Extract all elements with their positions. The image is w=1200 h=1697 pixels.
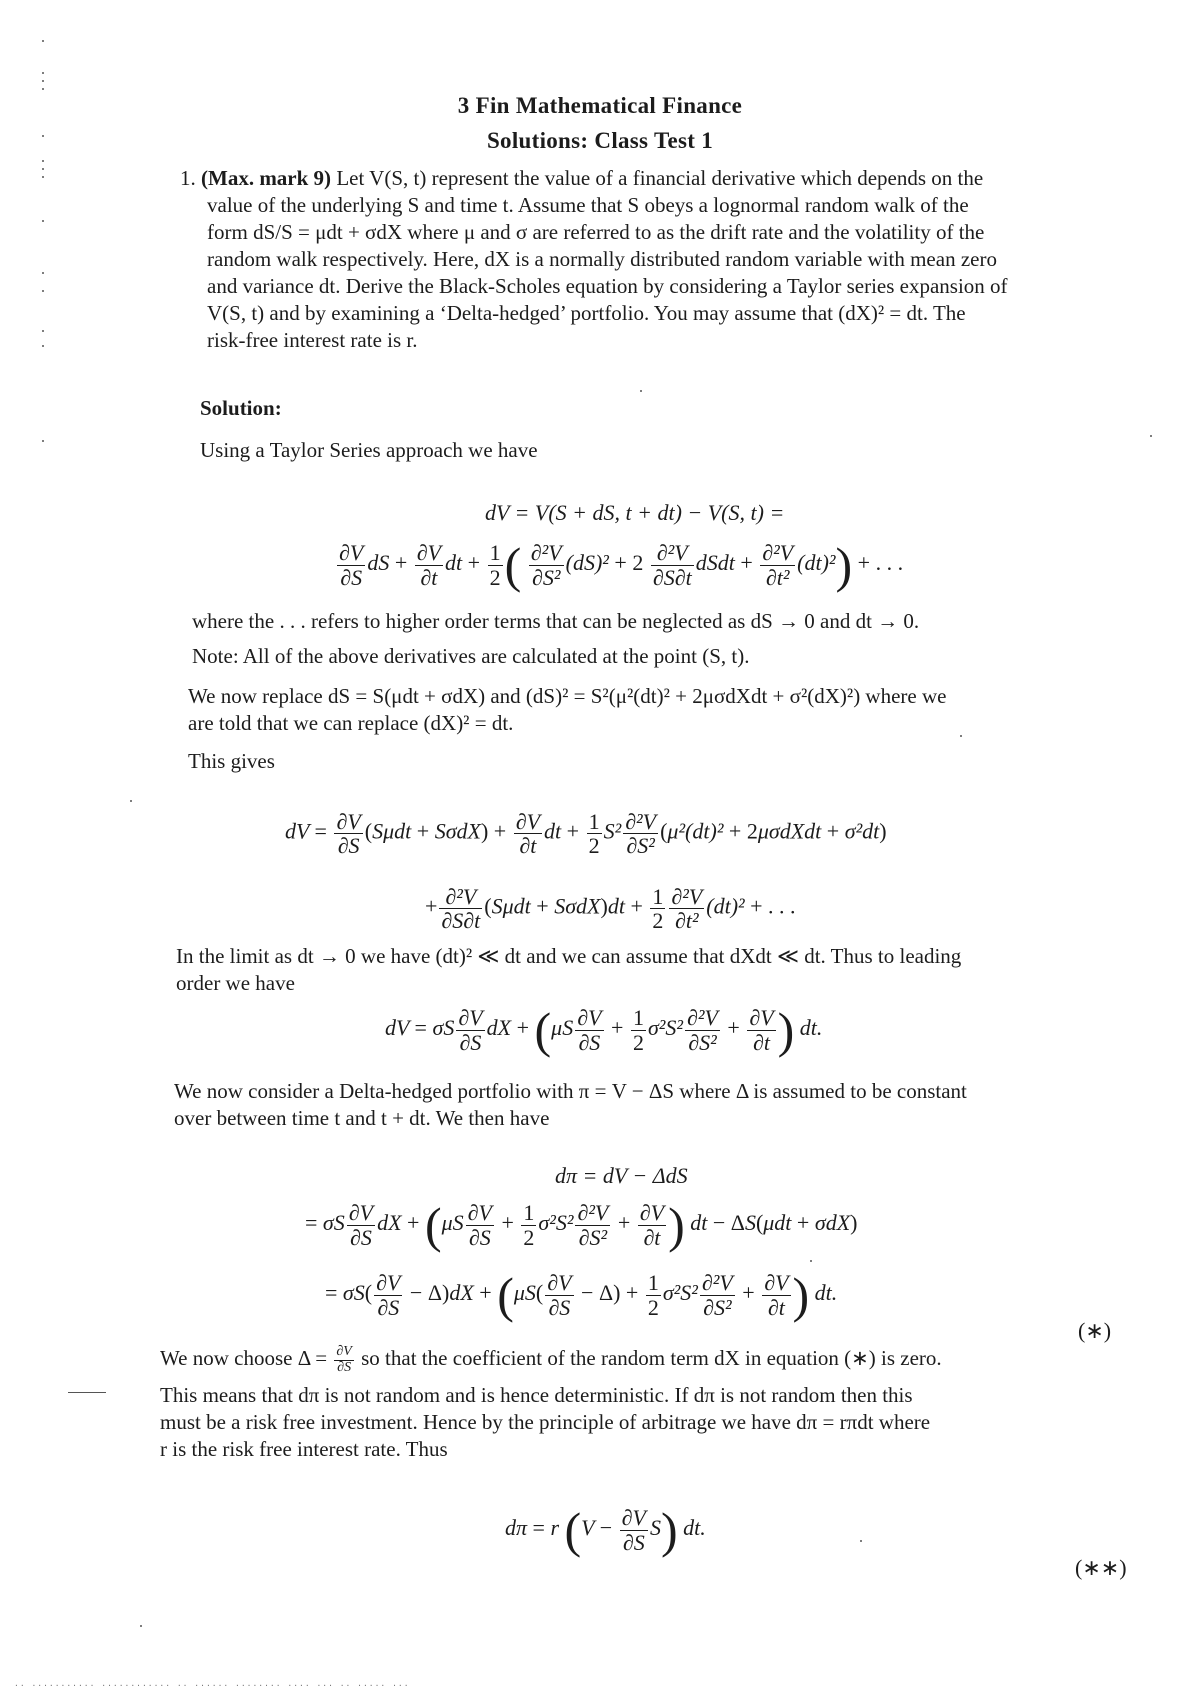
scan-footer-noise: ·· ··········· ············ ·· ······ ········ ···· ··· ·· ····· ··· bbox=[14, 1681, 410, 1690]
scan-speck bbox=[860, 1540, 862, 1542]
question-line: random walk respectively. Here, dX is a normally distributed random variable with mean zero bbox=[207, 247, 997, 271]
equation-taylor-line2: $\frac{\partial V}{\partial S}$ dS + $\frac{\partial V}{\partial t}$ dt + $\frac{1}{2}$ ( $\frac{\text{∂²V}}{\text{∂S²}}$ (dS)² + 2 $\frac{\text{∂²V}}{\partial S\partial t}$ dSdt + $\frac{\text{∂²V}}{\text{∂t²}}$ (dt)²) + . . . bbox=[339, 537, 904, 593]
question-first-line bbox=[180, 165, 1150, 192]
equation-tag-star: (∗) bbox=[1078, 1318, 1112, 1343]
scan-speck bbox=[130, 800, 132, 802]
page-subtitle: Solutions: Class Test 1 bbox=[486, 128, 714, 153]
portfolio-line: over between time t and t + dt. We then have bbox=[174, 1106, 550, 1130]
text-note: Note: All of the above derivatives are calculated at the point (S, t). bbox=[192, 644, 750, 668]
question-block bbox=[180, 165, 1150, 354]
equation-dpi-line3: = σS( $\frac{\partial V}{\partial S}$ − Δ)dX + (μS( $\frac{\partial V}{\partial S}$ − Δ) + $\frac{1}{2}$ σ²S² $\frac{\text{∂²V}}{\text{∂S²}}$ + $\frac{\partial V}{\partial t}$ ) dt. bbox=[325, 1267, 838, 1323]
means-line: This means that dπ is not random and is hence deterministic. If dπ is not random then this bbox=[160, 1383, 913, 1407]
scan-speck bbox=[1150, 435, 1152, 437]
portfolio-line: We now consider a Delta-hedged portfolio with π = V − ΔS where Δ is assumed to be constant bbox=[174, 1079, 967, 1103]
text-this-gives: This gives bbox=[188, 749, 275, 773]
equation-dv-expanded-line2: + $\frac{\text{∂²V}}{\partial S\partial t}$ (Sμdt + SσdX)dt + $\frac{1}{2}$ $\frac{\text{∂²V}}{\text{∂t²}}$ (dt)² + . . . bbox=[425, 884, 796, 934]
equation-dpi-line2: = σS $\frac{\partial V}{\partial S}$ dX + (μS $\frac{\partial V}{\partial S}$ + $\frac{1}{2}$ σ²S² $\frac{\text{∂²V}}{\text{∂S²}}$ + $\frac{\partial V}{\partial t}$ ) dt − ΔS(μdt + σdX) bbox=[305, 1197, 858, 1253]
question-number: 1. bbox=[180, 166, 196, 190]
means-block bbox=[160, 1382, 1110, 1463]
scan-speck bbox=[960, 735, 962, 737]
scan-speck bbox=[640, 390, 642, 392]
question-line: and variance dt. Derive the Black-Scholes equation by considering a Taylor series expansion of bbox=[207, 274, 1008, 298]
question-line: V(S, t) and by examining a ‘Delta-hedged’ portfolio. You may assume that (dX)² = dt. The bbox=[207, 301, 966, 325]
solution-intro: Using a Taylor Series approach we have bbox=[200, 438, 538, 462]
text-higher-order: where the . . . refers to higher order terms that can be neglected as dS → 0 and dt → 0. bbox=[192, 609, 920, 633]
question-line: form dS/S = μdt + σdX where μ and σ are referred to as the drift rate and the volatility of the bbox=[207, 220, 985, 244]
margin-dash bbox=[68, 1392, 106, 1393]
replace-line: are told that we can replace (dX)² = dt. bbox=[188, 711, 514, 735]
question-line: value of the underlying S and time t. Assume that S obeys a lognormal random walk of the bbox=[207, 193, 969, 217]
equation-dpi-line1: dπ = dV − ΔdS bbox=[555, 1163, 688, 1188]
limit-line: order we have bbox=[176, 971, 295, 995]
question-mark-label: (Max. mark 9) bbox=[201, 166, 332, 190]
portfolio-block bbox=[174, 1078, 1134, 1132]
scan-speck bbox=[140, 1625, 142, 1627]
choose-delta-pre: We now choose Δ = bbox=[160, 1346, 328, 1370]
scan-speck bbox=[810, 1260, 812, 1262]
equation-dv-expanded-line1: dV = $\frac{\partial V}{\partial S}$ (Sμdt + SσdX) + $\frac{\partial V}{\partial t}$ dt + $\frac{1}{2}$ S² $\frac{\text{∂²V}}{\text{∂S²}}$ (μ²(dt)² + 2μσdXdt + σ²dt) bbox=[285, 809, 887, 859]
course-title: 3 Fin Mathematical Finance bbox=[457, 93, 743, 118]
choose-delta-line: We now choose Δ = $\frac{\partial V}{\partial S}$ so that the coefficient of the random term dX in equation (∗) is zero. bbox=[160, 1344, 942, 1375]
equation-tag-double-star: (∗∗) bbox=[1075, 1555, 1127, 1580]
choose-delta-post: so that the coefficient of the random term dX in equation (∗) is zero. bbox=[361, 1346, 942, 1370]
equation-dpi-riskfree: dπ = r (V − $\frac{\partial V}{\partial S}$ S) dt. bbox=[505, 1502, 706, 1558]
means-line: r is the risk free interest rate. Thus bbox=[160, 1437, 448, 1461]
limit-line: In the limit as dt → 0 we have (dt)² ≪ dt and we can assume that dXdt ≪ dt. Thus to leading bbox=[176, 944, 962, 968]
replace-block bbox=[188, 683, 1138, 737]
solution-heading: Solution: bbox=[200, 396, 282, 420]
equation-taylor-line1: dV = V(S + dS, t + dt) − V(S, t) = bbox=[485, 500, 785, 525]
replace-line: We now replace dS = S(μdt + σdX) and (dS)² = S²(μ²(dt)² + 2μσdXdt + σ²(dX)²) where we bbox=[188, 684, 947, 708]
question-line: risk-free interest rate is r. bbox=[207, 328, 418, 352]
question-line: Let V(S, t) represent the value of a financial derivative which depends on the bbox=[336, 166, 984, 190]
equation-dv-leading-order: dV = σS $\frac{\partial V}{\partial S}$ dX + (μS $\frac{\partial V}{\partial S}$ + $\frac{1}{2}$ σ²S² $\frac{\text{∂²V}}{\text{∂S²}}$ + $\frac{\partial V}{\partial t}$ ) dt. bbox=[385, 1002, 823, 1058]
means-line: must be a risk free investment. Hence by the principle of arbitrage we have dπ = rπdt where bbox=[160, 1410, 931, 1434]
limit-block bbox=[176, 943, 1136, 997]
